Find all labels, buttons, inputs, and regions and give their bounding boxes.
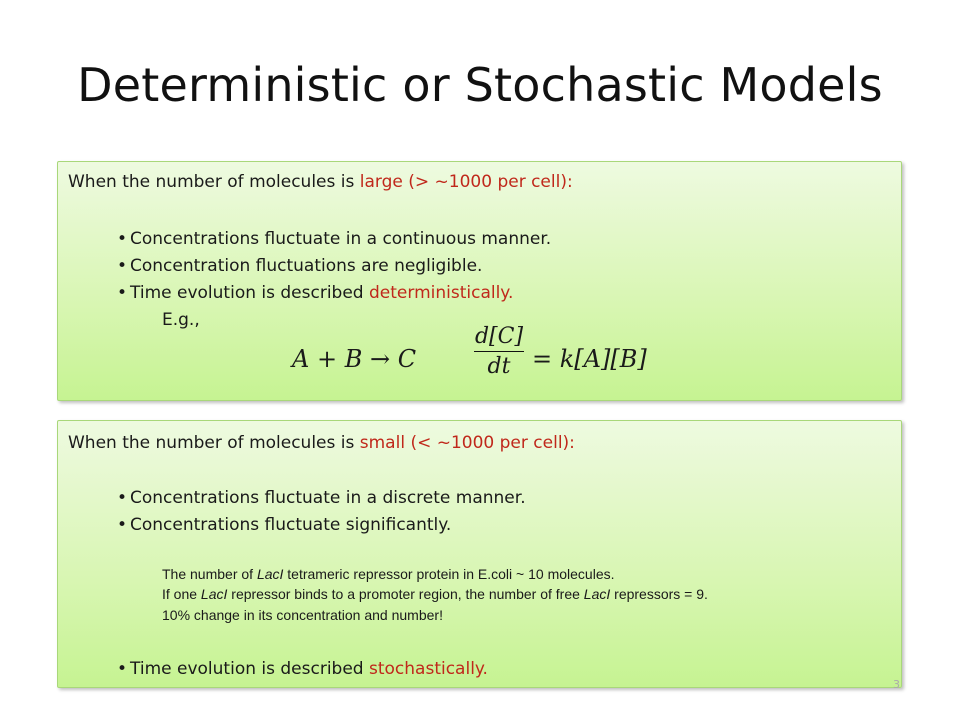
small-bullet-1-text: Concentrations fluctuate in a discrete manner. (130, 488, 526, 508)
large-bullet-3-text: Time evolution is described (130, 283, 369, 303)
small-heading-text: When the number of molecules is (68, 433, 360, 453)
large-bullet-1-text: Concentrations fluctuate in a continuous manner. (130, 229, 552, 249)
large-bullet-3: • Time evolution is described deterministically. (117, 283, 514, 303)
small-bullet-2: • Concentrations fluctuate significantly. (117, 515, 452, 535)
lacI-note-2: If one LacI repressor binds to a promoter region, the number of free LacI repressors = 9. (162, 586, 708, 602)
reaction-equation: A + B → C (292, 345, 417, 373)
large-heading (68, 172, 573, 192)
rate-fraction (474, 324, 524, 379)
small-molecules-box (57, 420, 902, 688)
small-bullet-1: • Concentrations fluctuate in a discrete manner. (117, 488, 526, 508)
rate-numerator: d[C] (474, 324, 524, 352)
large-heading-text: When the number of molecules is (68, 172, 360, 192)
rate-denominator: dt (487, 354, 511, 379)
small-bullet-3-highlight: stochastically. (369, 659, 488, 679)
page-number: 3 (893, 678, 900, 691)
large-bullet-1: • Concentrations fluctuate in a continuous manner. (117, 229, 552, 249)
large-bullet-2-text: Concentration fluctuations are negligible. (130, 256, 483, 276)
large-molecules-box (57, 161, 902, 401)
small-heading (68, 433, 575, 453)
lacI-note-3: 10% change in its concentration and number! (162, 607, 443, 623)
small-bullet-3-text: Time evolution is described (130, 659, 369, 679)
small-bullet-3: • Time evolution is described stochastically. (117, 659, 488, 679)
small-heading-highlight: small (< ~1000 per cell): (359, 433, 575, 453)
large-bullet-2: • Concentration fluctuations are negligible. (117, 256, 483, 276)
eg-label: E.g., (162, 310, 200, 330)
rate-law-rhs: = k[A][B] (532, 345, 647, 373)
large-heading-highlight: large (> ~1000 per cell): (359, 172, 573, 192)
lacI-note-1: The number of LacI tetrameric repressor protein in E.coli ~ 10 molecules. (162, 566, 615, 582)
small-bullet-2-text: Concentrations fluctuate significantly. (130, 515, 452, 535)
slide-title: Deterministic or Stochastic Models (77, 58, 883, 112)
large-bullet-3-highlight: deterministically. (369, 283, 514, 303)
